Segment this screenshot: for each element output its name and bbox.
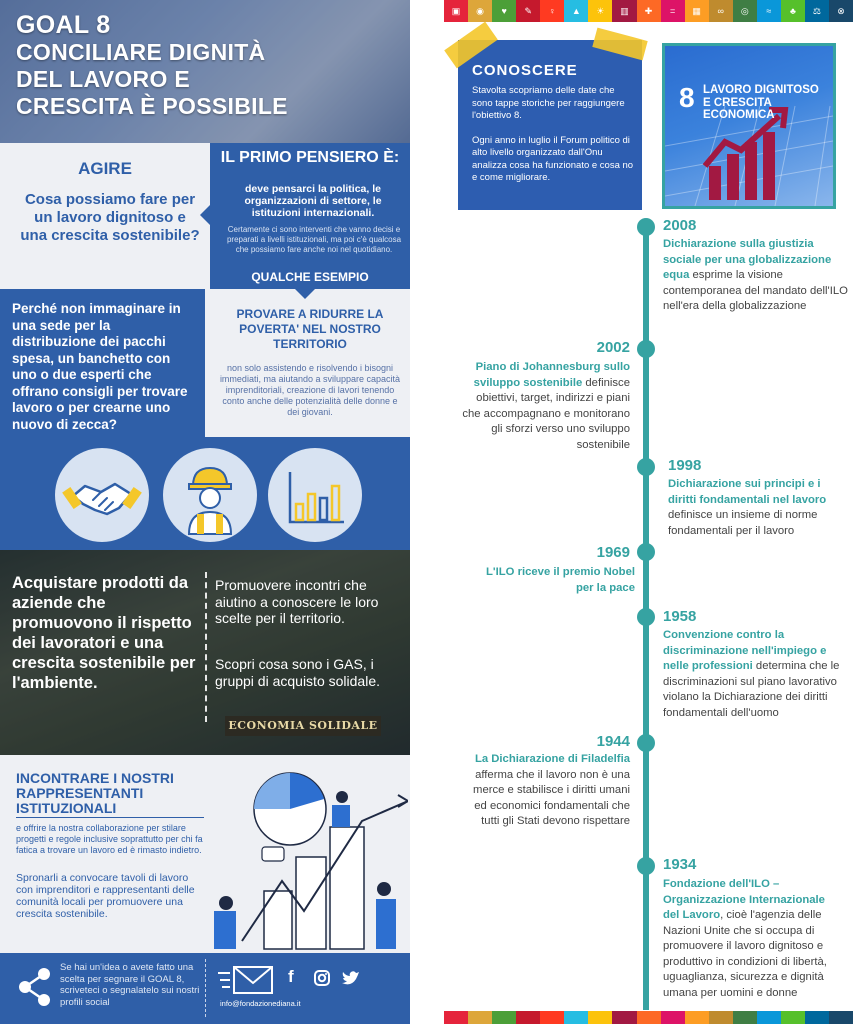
facebook-icon[interactable]: f	[288, 967, 294, 986]
perche-text: Perché non immaginare in una sede per la distribuzione dei pacchi spesa, un banchetto con uno o due esperti che offrano consigli per trovare lavoro o per crearne uno nuovo di zecca?	[12, 301, 188, 432]
footer-message: Se hai un'idea o avete fatto una scelta per segnare il GOAL 8, scriveteci o segnalatelo sui nostri profili social	[60, 962, 200, 1008]
timeline-year: 1998	[668, 457, 702, 474]
timeline-event-title: L'ILO riceve il premio Nobel per la pace	[486, 566, 635, 594]
timeline-year: 1944	[596, 733, 630, 750]
timeline-event-title: Dichiarazione sulla giustizia sociale per una globalizzazione equa	[663, 238, 832, 281]
sdg-color-tile: ✚	[637, 0, 661, 22]
pensiero-small: Certamente ci sono interventi che vanno decisi e preparati a livelli istituzionali, ma poi c'è qualcosa che possiamo fare anche noi nel quotidiano.	[226, 225, 402, 254]
sdg-color-tile	[612, 1011, 636, 1024]
timeline-event	[663, 877, 841, 1001]
economia-solidale-badge: ECONOMIA SOLIDALE	[225, 716, 381, 736]
gas-text: Scopri cosa sono i GAS, i gruppi di acquisto solidale.	[215, 656, 380, 689]
timeline-event-title: Convenzione contro la discriminazione nell'impiego e nelle professioni	[663, 629, 827, 672]
incontrare-body: e offrire la nostra collaborazione per stilare progetti e regole inclusive soprattutto per chi fa fatica a trovare un lavoro ed è rimasto indietro.	[16, 823, 203, 855]
dashed-divider	[205, 572, 207, 722]
header-banner	[0, 0, 410, 143]
email-icon[interactable]	[218, 965, 276, 995]
timeline-dot	[637, 734, 655, 752]
sdg-color-tile: ⊗	[829, 0, 853, 22]
timeline-event	[462, 752, 630, 830]
sdg-color-tile: ≈	[757, 0, 781, 22]
handshake-icon	[55, 448, 149, 542]
footer	[0, 953, 410, 1024]
icons-row	[0, 437, 410, 550]
solar-grid	[665, 46, 833, 206]
growth-chart-icon	[268, 448, 362, 542]
conoscere-card	[458, 40, 642, 210]
pensiero-heading: IL PRIMO PENSIERO È:	[220, 149, 400, 166]
conoscere-heading: CONOSCERE	[472, 62, 578, 79]
timeline-event-text: esprime la visione contemporanea del mandato dell'ILO nell'era della globalizzazione	[663, 269, 848, 312]
sdg-color-tile: ✎	[516, 0, 540, 22]
incontri-text: Promuovere incontri che aiutino a conoscere le loro scelte per il territorio.	[215, 577, 379, 626]
timeline-event-text: afferma che il lavoro non è una merce e stabilisce i diritti umani ed economici fondamentali che tutti gli Stati devono rispettare	[473, 768, 630, 827]
share-icon[interactable]	[18, 967, 52, 1007]
goal-label: LAVORO DIGNITOSO E CRESCITA ECONOMICA	[703, 84, 819, 121]
incontrare-section	[0, 755, 410, 953]
timeline-dot	[637, 458, 655, 476]
timeline-event-title: Fondazione dell'ILO – Organizzazione Internazionale del Lavoro	[663, 878, 825, 921]
timeline-year: 2008	[663, 217, 697, 234]
timeline-dot	[637, 608, 655, 626]
sdg-color-tile	[757, 1011, 781, 1024]
spronarli-text: Spronarli a convocare tavoli di lavoro con imprenditori e rappresentanti delle comunità locali per promuovere una crescita sostenibile.	[16, 872, 195, 920]
provare-body: non solo assistendo e risolvendo i bisogni immediati, ma aiutando a sviluppare capacità imprenditoriali, creazione di lavori tenendo conto anche delle potenzialità delle donne e dei giovani.	[219, 363, 401, 417]
sdg-color-tile: ☀	[588, 0, 612, 22]
sdg-bar-bottom	[444, 1011, 853, 1024]
sdg-color-tile: ◎	[733, 0, 757, 22]
agire-question: Cosa possiamo fare per un lavoro dignitoso e una crescita sostenibile?	[20, 191, 200, 244]
sdg-color-tile: ◉	[468, 0, 492, 22]
sdg-color-tile	[805, 1011, 829, 1024]
sdg-color-tile	[516, 1011, 540, 1024]
timeline-year: 1934	[663, 856, 697, 873]
timeline-event	[668, 477, 846, 539]
sdg-color-tile	[829, 1011, 853, 1024]
timeline-event-title: La Dichiarazione di Filadelfia	[474, 753, 630, 765]
sdg-color-tile: ♣	[781, 0, 805, 22]
sdg-color-tile	[685, 1011, 709, 1024]
timeline-year: 2002	[596, 339, 630, 356]
sdg-color-tile: ∞	[709, 0, 733, 22]
sdg-color-tile	[468, 1011, 492, 1024]
provare-heading: PROVARE A RIDURRE LA POVERTA' NEL NOSTRO TERRITORIO	[236, 307, 384, 351]
timeline-dot	[637, 340, 655, 358]
goal8-card	[662, 43, 836, 209]
growth-illustration	[212, 761, 408, 951]
timeline-event-text: definisce obiettivi, target, indirizzi e piani che accompagnano e monitorano gli sforzi verso uno sviluppo sostenibile	[462, 376, 630, 451]
instagram-icon[interactable]	[314, 970, 330, 986]
sdg-bar-top	[444, 0, 853, 22]
timeline-dot	[637, 857, 655, 875]
twitter-icon[interactable]	[342, 970, 360, 985]
sdg-color-tile: ♥	[492, 0, 516, 22]
sdg-color-tile: ⚖	[805, 0, 829, 22]
timeline-event	[462, 360, 630, 453]
worker-icon	[163, 448, 257, 542]
timeline-year: 1958	[663, 608, 697, 625]
timeline-event	[663, 628, 845, 721]
incontrare-heading: INCONTRARE I NOSTRI RAPPRESENTANTI ISTITUZIONALI	[16, 770, 174, 816]
timeline-event-title: Dichiarazione sui principi e i diritti fondamentali nel lavoro	[668, 478, 827, 506]
sdg-color-tile: ▣	[444, 0, 468, 22]
sdg-color-tile	[588, 1011, 612, 1024]
perche-section	[0, 289, 205, 437]
sdg-color-tile	[444, 1011, 468, 1024]
pensiero-bold: deve pensarci la politica, le organizzazioni di settore, le istituzioni internazionali.	[244, 183, 382, 219]
sdg-color-tile	[781, 1011, 805, 1024]
goal-number: 8	[679, 82, 695, 113]
timeline-event-title: Piano di Johannesburg sullo sviluppo sostenibile	[473, 361, 630, 389]
acquistare-section	[0, 550, 410, 755]
sdg-color-tile: ♀	[540, 0, 564, 22]
timeline-event-text: determina che le discriminazioni sul piano lavorativo violano la Dichiarazione dei diritti fondamentali dell'uomo	[663, 660, 840, 719]
agire-heading: AGIRE	[78, 159, 132, 178]
sdg-color-tile: ▦	[685, 0, 709, 22]
sdg-color-tile: ▥	[612, 0, 636, 22]
primo-pensiero-section	[210, 143, 410, 289]
sdg-color-tile: ▲	[564, 0, 588, 22]
agire-section	[0, 143, 210, 289]
conoscere-body: Stavolta scopriamo delle date che sono tappe storiche per raggiungere l'obiettivo 8. Ogni anno in luglio il Forum politico di alto livello organizzato dall'Onu analizza cosa ha funzionato e cosa no e come migliorare.	[472, 85, 634, 183]
examples-label: QUALCHE ESEMPIO	[251, 270, 369, 284]
heading-underline	[16, 817, 204, 818]
timeline-year: 1969	[596, 544, 630, 561]
sdg-color-tile: =	[661, 0, 685, 22]
provare-section	[205, 289, 410, 437]
acquistare-text: Acquistare prodotti da aziende che promuovono il rispetto dei lavoratori e una crescita sostenibile per l'ambiente.	[12, 574, 196, 692]
timeline-event-text: definisce un insieme di norme fondamentali per il lavoro	[668, 509, 818, 537]
page-title: GOAL 8 CONCILIARE DIGNITÀ DEL LAVORO E CRESCITA È POSSIBILE	[16, 11, 288, 119]
timeline-event	[663, 237, 853, 315]
timeline-event	[470, 565, 635, 596]
sdg-color-tile	[540, 1011, 564, 1024]
sdg-color-tile	[661, 1011, 685, 1024]
footer-email[interactable]: info@fondazionediana.it	[220, 999, 301, 1008]
sdg-color-tile	[492, 1011, 516, 1024]
sdg-color-tile	[709, 1011, 733, 1024]
timeline-dot	[637, 543, 655, 561]
footer-divider	[205, 959, 206, 1017]
timeline-event-text: , cioè l'agenzia delle Nazioni Unite che si occupa di promuovere il lavoro dignitoso e produttivo in condizioni di libertà, uguaglianza, sicurezza e dignità umana per uomini e donne	[663, 909, 827, 999]
sdg-color-tile	[564, 1011, 588, 1024]
sdg-color-tile	[637, 1011, 661, 1024]
timeline-dot	[637, 218, 655, 236]
sdg-color-tile	[733, 1011, 757, 1024]
